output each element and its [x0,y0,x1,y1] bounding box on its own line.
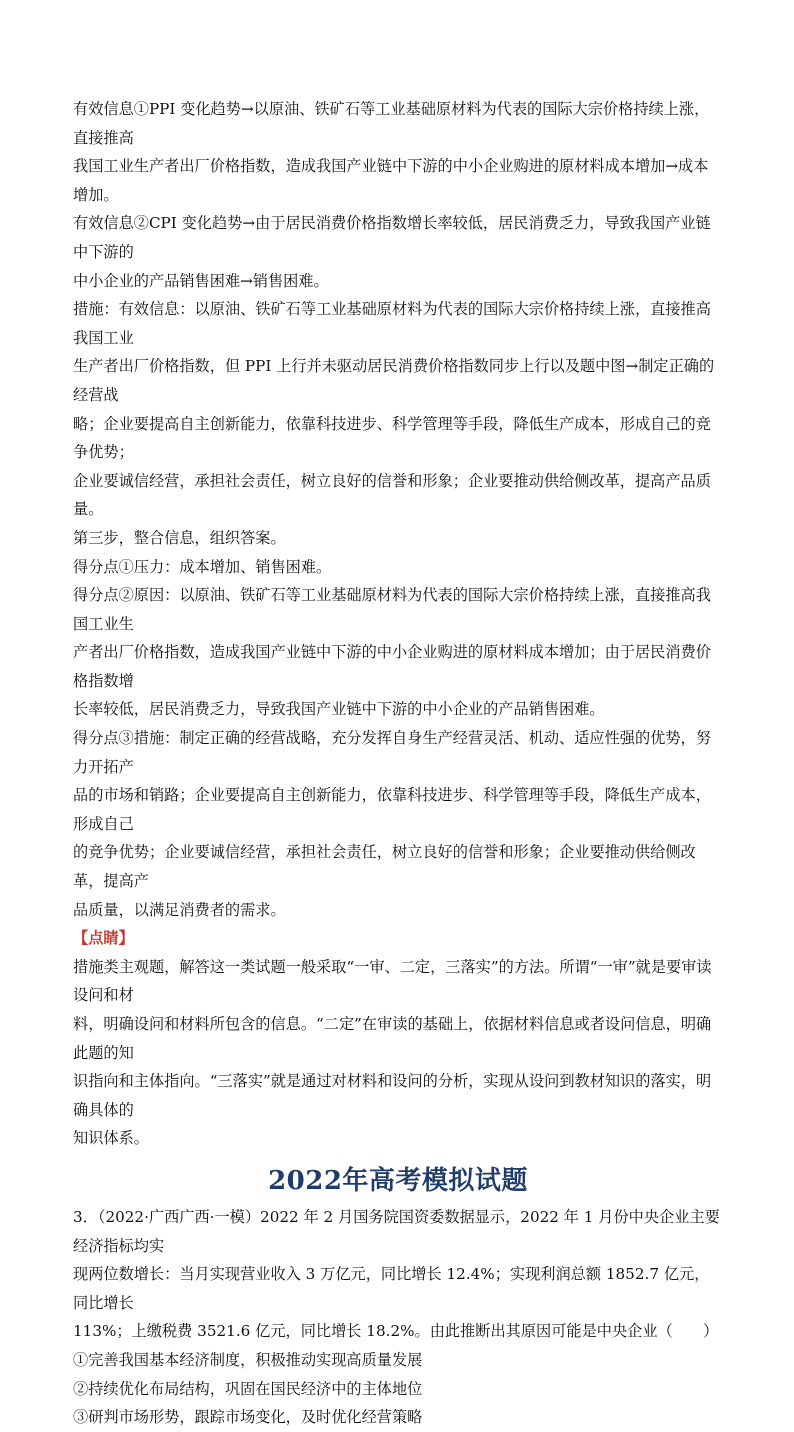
question-block [73,1203,723,1432]
document-page [73,95,723,1432]
question-stem-line: 现两位数增长：当月实现营业收入 3 万亿元，同比增长 12.4%；实现利润总额 1852.7 亿元，同比增长 [73,1265,710,1312]
question-option: ①完善我国基本经济制度，积极推动实现高质量发展 [73,1350,423,1369]
tip-block [73,924,723,1153]
question-option: ②持续优化布局结构，巩固在国民经济中的主体地位 [73,1379,423,1398]
analysis-line: 生产者出厂价格指数，但 PPI 上行并未驱动居民消费价格指数同步上行以及题中图→制定正确的经营战 [73,357,715,404]
analysis-line: 中小企业的产品销售困难→销售困难。 [73,271,329,290]
tip-line: 措施类主观题，解答这一类试题一般采取“一审、二定，三落实”的方法。所谓“一审”就是要审读设问和材 [73,957,712,1005]
analysis-line: 有效信息②CPI 变化趋势→由于居民消费价格指数增长率较低，居民消费乏力，导致我国产业链中下游的 [73,214,711,261]
analysis-line: 我国工业生产者出厂价格指数，造成我国产业链中下游的中小企业购进的原材料成本增加→成本增加。 [73,157,709,204]
analysis-line: 得分点②原因：以原油、铁矿石等工业基础原材料为代表的国际大宗价格持续上涨，直接推高我国工业生 [73,586,711,633]
analysis-line: 的竞争优势；企业要诚信经营，承担社会责任，树立良好的信誉和形象；企业要推动供给侧改革，提高产 [73,843,696,891]
tip-line: 料，明确设问和材料所包含的信息。“二定”在审读的基础上，依据材料信息或者设问信息，明确此题的知 [73,1015,712,1062]
tip-line: 识指向和主体指向。“三落实”就是通过对材料和设问的分析，实现从设问到教材知识的落实，明确具体的 [73,1072,712,1119]
analysis-line: 产者出厂价格指数，造成我国产业链中下游的中小企业购进的原材料成本增加；由于居民消费价格指数增 [73,643,711,690]
tip-heading: 【点睛】 [73,929,134,948]
analysis-line: 企业要诚信经营，承担社会责任，树立良好的信誉和形象；企业要推动供给侧改革，提高产品质量。 [73,471,711,519]
analysis-block [73,95,723,924]
analysis-line: 得分点③措施：制定正确的经营战略，充分发挥自身生产经营灵活、机动、适应性强的优势，努力开拓产 [73,729,711,776]
question-option: ③研判市场形势，跟踪市场变化，及时优化经营策略 [73,1408,423,1427]
section-title: 2022年高考模拟试题 [268,1165,528,1196]
analysis-line: 有效信息①PPI 变化趋势→以原油、铁矿石等工业基础原材料为代表的国际大宗价格持续上涨，直接推高 [73,100,710,147]
analysis-line: 长率较低，居民消费乏力，导致我国产业链中下游的中小企业的产品销售困难。 [73,700,605,719]
analysis-line: 略；企业要提高自主创新能力，依靠科技进步、科学管理等手段，降低生产成本，形成自己的竞争优势； [73,414,711,462]
question-stem-line: 3．（2022·广西广西·一模）2022 年 2 月国务院国资委数据显示，2022 年 1 月份中央企业主要经济指标均实 [73,1207,720,1255]
analysis-line: 品质量，以满足消费者的需求。 [73,900,286,919]
question-stem-line: 113%；上缴税费 3521.6 亿元，同比增长 18.2%。由此推断出其原因可能是中央企业（ ） [73,1322,719,1341]
analysis-line: 得分点①压力：成本增加、销售困难。 [73,557,332,576]
analysis-line: 措施：有效信息：以原油、铁矿石等工业基础原材料为代表的国际大宗价格持续上涨，直接推高我国工业 [73,300,711,347]
analysis-line: 第三步，整合信息，组织答案。 [73,528,286,547]
tip-line: 知识体系。 [73,1129,149,1148]
analysis-line: 品的市场和销路；企业要提高自主创新能力，依靠科技进步、科学管理等手段，降低生产成本，形成自己 [73,786,711,833]
